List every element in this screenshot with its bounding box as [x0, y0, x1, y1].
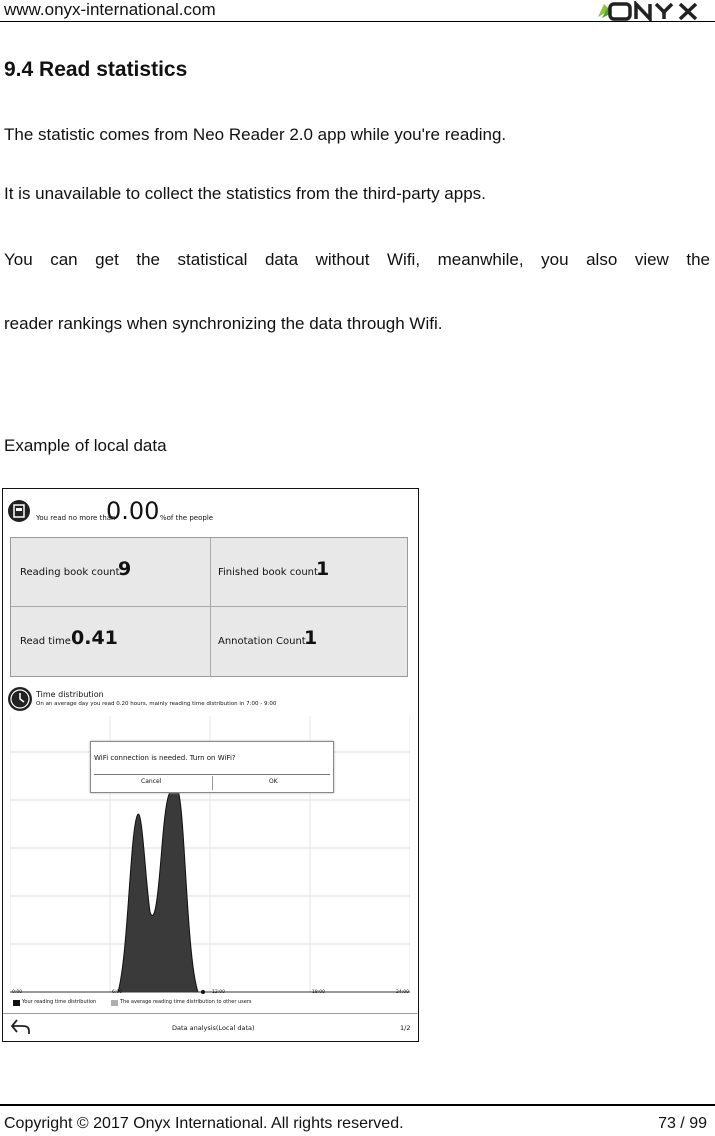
stat-reading-book [12, 539, 211, 609]
legend-swatch-average [111, 1000, 118, 1006]
stat-reading-book-label: Reading book count [20, 567, 120, 578]
chart-x-tick: 18:00 [312, 990, 325, 995]
page-header [0, 0, 715, 22]
time-distribution-title: Time distribution [36, 690, 104, 699]
user-reading-area [118, 788, 198, 992]
dialog-button-divider [212, 776, 213, 790]
chart-x-tick: 12:00 [212, 990, 225, 995]
footer-page-number: 73 / 99 [658, 1115, 707, 1132]
chart-marker-dot [201, 990, 205, 994]
stat-read-time [12, 608, 211, 678]
stat-read-time-value: 0.41 [71, 627, 118, 649]
paragraph-wifi-line2: reader rankings when synchronizing the data through Wifi. [4, 314, 443, 333]
stat-annotation-value: 1 [304, 627, 318, 649]
rank-value: 0.00 [106, 497, 160, 525]
legend-average: The average reading time distribution to other users [120, 999, 252, 1005]
footer-rule [0, 1104, 715, 1106]
stat-finished-book-label: Finished book count [218, 567, 318, 578]
back-arrow-icon[interactable] [9, 1017, 31, 1037]
wifi-dialog-message: WiFi connection is needed. Turn on WiFi? [94, 754, 236, 762]
paragraph-third-party: It is unavailable to collect the statistics from the third-party apps. [4, 184, 486, 203]
chart-x-tick: 24:00 [396, 990, 409, 995]
paragraph-wifi-line1: You can get the statistical data without Wifi, meanwhile, you also view the [4, 250, 710, 269]
section-title: 9.4 Read statistics [4, 58, 188, 81]
example-label: Example of local data [4, 436, 167, 455]
clock-icon [7, 686, 33, 712]
stat-reading-book-value: 9 [118, 558, 132, 580]
stat-annotation-label: Annotation Count [218, 636, 306, 647]
chart-x-tick: 6:00 [112, 990, 123, 995]
bottom-bar-divider [3, 1013, 417, 1014]
book-badge-icon [7, 499, 31, 523]
legend-yours: Your reading time distribution [22, 999, 97, 1005]
rank-prefix: You read no more than [36, 514, 116, 522]
chart-x-tick: 0:00 [12, 990, 23, 995]
onyx-logo-icon [596, 1, 714, 21]
rank-suffix: %of the people [160, 514, 214, 522]
stat-read-time-label: Read time [20, 636, 71, 647]
header-url: www.onyx-international.com [4, 0, 216, 19]
wifi-dialog [90, 741, 334, 793]
stat-annotation [210, 608, 409, 678]
paragraph-source: The statistic comes from Neo Reader 2.0 app while you're reading. [4, 125, 507, 144]
stat-finished-book [210, 539, 409, 609]
bottom-title: Data analysis(Local data) [172, 1024, 255, 1032]
footer-copyright: Copyright © 2017 Onyx International. All rights reserved. [4, 1115, 404, 1132]
page-indicator[interactable]: 1/2 [400, 1024, 411, 1032]
wifi-ok-button[interactable]: OK [269, 778, 278, 785]
dialog-divider [94, 774, 330, 775]
stat-finished-book-value: 1 [316, 558, 330, 580]
header-rule [0, 21, 715, 22]
legend-swatch-yours [13, 1000, 20, 1006]
wifi-cancel-button[interactable]: Cancel [141, 778, 162, 785]
time-distribution-subtitle: On an average day you read 0.20 hours, mainly reading time distribution in 7:00 - 9:00 [36, 701, 277, 707]
